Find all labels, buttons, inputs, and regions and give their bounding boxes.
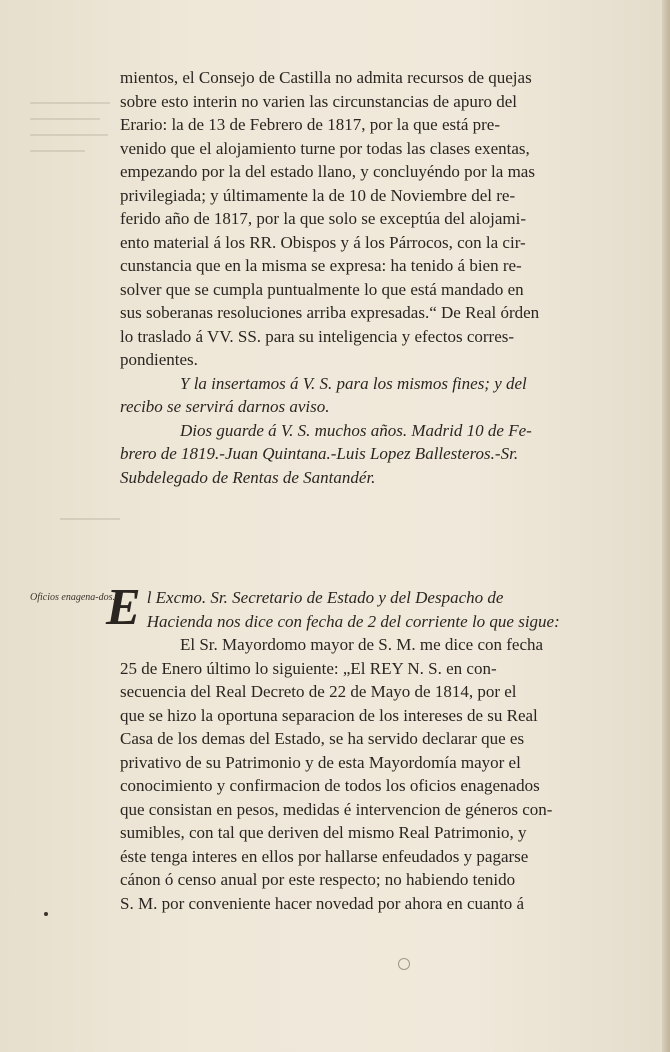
bleed-through-mark <box>30 150 85 152</box>
text-line: empezando por la del estado llano, y concluyéndo por la mas <box>120 162 535 181</box>
text-line: ento material á los RR. Obispos y á los Párrocos, con la cir- <box>120 232 526 252</box>
section-one <box>120 66 658 489</box>
ink-spot <box>44 912 48 916</box>
text-line: privativo de su Patrimonio y de esta Mayordomía mayor el <box>120 752 521 772</box>
margin-note: Oficios enagena-dos. <box>30 592 115 603</box>
text-line: lo traslado á VV. SS. para su inteligencia y efectos corres- <box>120 326 515 346</box>
text-line: sobre esto interin no varien las circunstancias de apuro del <box>120 91 518 111</box>
closing-line: Dios guarde á V. S. muchos años. Madrid 10 de Fe- <box>180 420 532 440</box>
page-ornament <box>398 958 410 970</box>
bleed-through-mark <box>30 118 100 120</box>
page-spine-edge <box>662 0 670 1052</box>
text-line: éste tenga interes en ellos por hallarse enfeudados y pagarse <box>120 846 529 866</box>
bleed-through-mark <box>60 518 120 520</box>
closing-line: Subdelegado de Rentas de Santandér. <box>120 467 376 487</box>
text-line: que consistan en pesos, medidas é intervencion de géneros con- <box>120 799 553 819</box>
text-line: secuencia del Real Decreto de 22 de Mayo de 1814, por el <box>120 682 517 701</box>
text-line: cánon ó censo anual por este respecto; no habiendo tenido <box>120 870 516 889</box>
closing-line: brero de 1819.-Juan Quintana.-Luis Lopez Ballesteros.-Sr. <box>120 444 519 463</box>
text-line: 25 de Enero último lo siguiente: „El REY N. S. en con- <box>120 658 497 678</box>
text-line: pondientes. <box>120 350 198 369</box>
text-line: sumibles, con tal que deriven del mismo Real Patrimonio, y <box>120 823 527 842</box>
text-line: cunstancia que en la misma se expresa: ha tenido á bien re- <box>120 256 522 275</box>
text-line: Erario: la de 13 de Febrero de 1817, por la que está pre- <box>120 115 500 134</box>
bleed-through-mark <box>30 102 110 104</box>
text-line: conocimiento y confirmacion de todos los oficios enagenados <box>120 776 540 795</box>
text-line: El Sr. Mayordomo mayor de S. M. me dice con fecha <box>180 635 544 654</box>
text-line: sus soberanas resoluciones arriba expresadas.“ De Real órden <box>120 303 540 322</box>
text-line: Casa de los demas del Estado, se ha servido declarar que es <box>120 729 525 748</box>
drop-cap: E <box>106 579 141 636</box>
text-line: privilegiada; y últimamente la de 10 de Noviembre del re- <box>120 185 516 205</box>
heading-line: Hacienda nos dice con fecha de 2 del corriente lo que sigue: <box>146 611 560 631</box>
text-line: ferido año de 1817, por la que solo se exceptúa del alojami- <box>120 209 526 228</box>
insert-line: recibo se servirá darnos aviso. <box>120 397 330 416</box>
text-line: solver que se cumpla puntualmente lo que está mandado en <box>120 279 524 299</box>
section-two <box>106 579 658 915</box>
text-line: venido que el alojamiento turne por todas las clases exentas, <box>120 138 530 158</box>
heading-line: l Excmo. Sr. Secretario de Estado y del Despacho de <box>146 588 504 607</box>
bleed-through-mark <box>30 134 108 136</box>
text-line: mientos, el Consejo de Castilla no admita recursos de quejas <box>120 68 532 87</box>
text-line: que se hizo la oportuna separacion de los intereses de su Real <box>120 705 538 725</box>
text-line: S. M. por conveniente hacer novedad por ahora en cuanto á <box>120 893 525 913</box>
insert-line: Y la insertamos á V. S. para los mismos fines; y del <box>180 373 527 393</box>
